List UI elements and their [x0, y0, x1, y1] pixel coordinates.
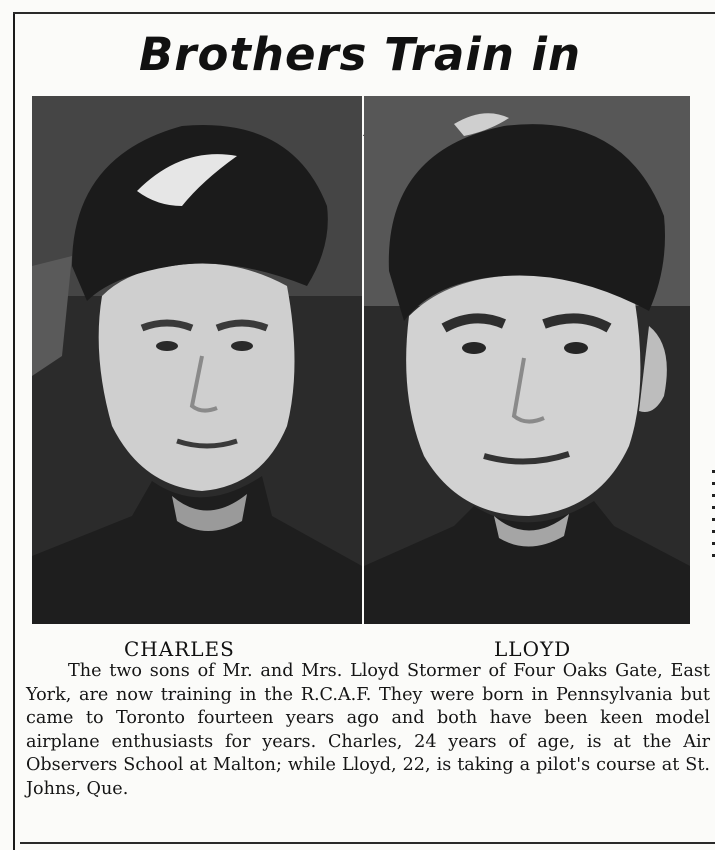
photo-lloyd	[364, 96, 690, 624]
left-column-rule	[13, 14, 15, 850]
article-body: The two sons of Mr. and Mrs. Lloyd Stormer of Four Oaks Gate, East York, are now training in the R.C.A.F. They were born in Pennsylvania but came to Toronto fourteen years ago and both have been keen model airplane enthusiasts for years. Charles, 24 years of age, is at the Air Observers School at Malton; while Lloyd, 22, is taking a pilot's course at St. Johns, Que.	[26, 661, 710, 799]
headline: Brothers Train in	[138, 28, 582, 81]
bottom-rule	[20, 842, 715, 844]
caption-lloyd: LLOYD	[494, 637, 572, 661]
photo-charles	[32, 96, 362, 624]
top-rule	[13, 12, 715, 14]
portrait-charles-image	[32, 96, 362, 624]
portrait-lloyd-image	[364, 96, 690, 624]
caption-charles: CHARLES	[124, 637, 235, 661]
